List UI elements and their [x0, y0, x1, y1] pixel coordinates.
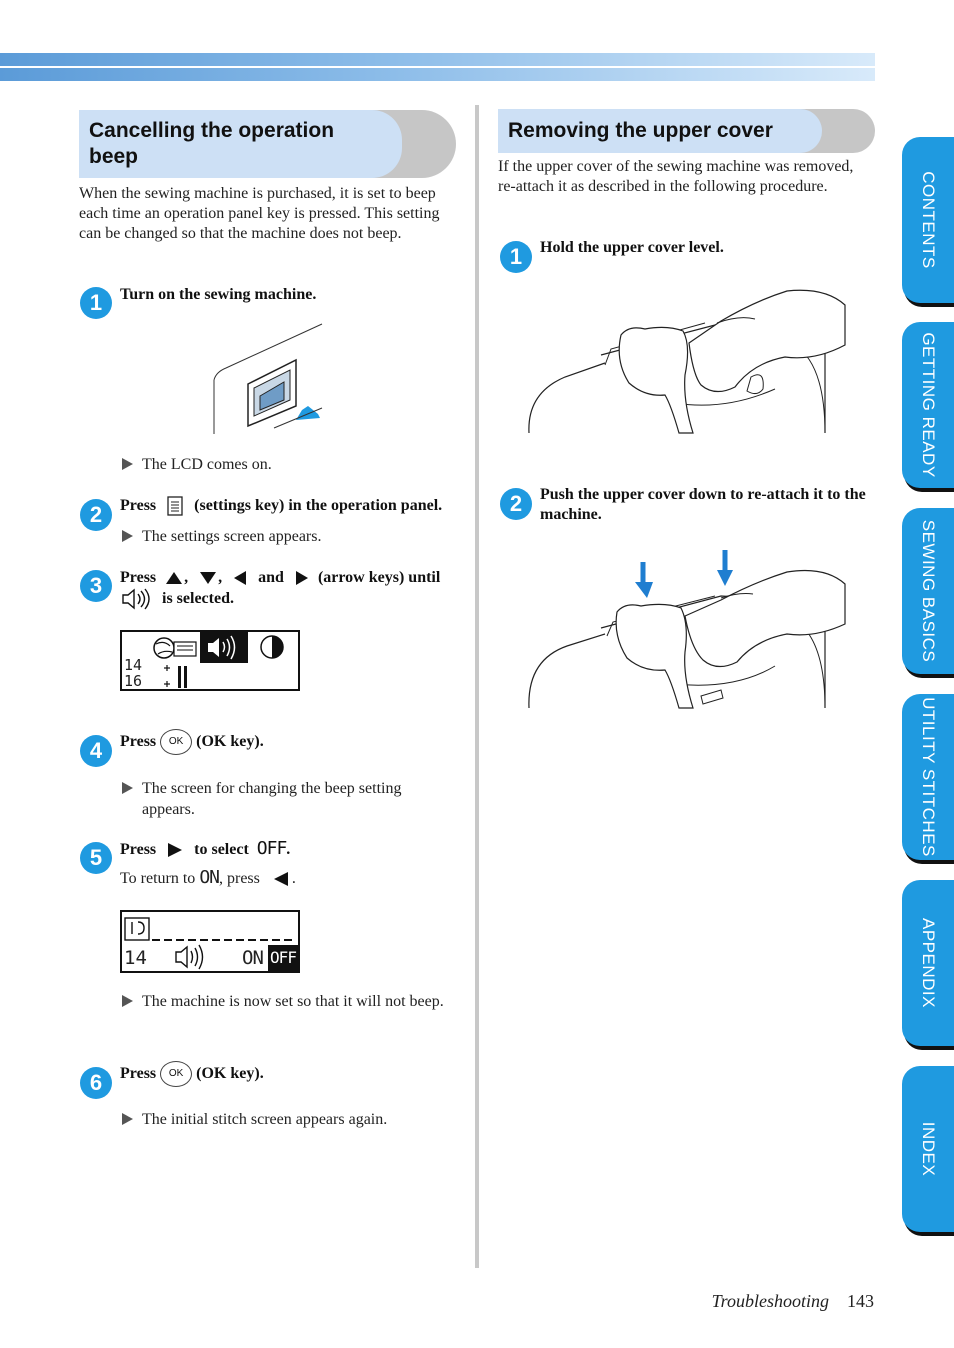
- step-2-result-text: The settings screen appears.: [142, 528, 322, 545]
- step-3-selected: is selected.: [162, 589, 234, 607]
- lcd-value-1: 14: [124, 656, 143, 674]
- step-5-sub-return: To return to: [120, 870, 196, 887]
- left-arrow-key-icon: [232, 570, 248, 586]
- step-6-result: [122, 1109, 452, 1130]
- lcd-off-label: OFF: [270, 948, 296, 967]
- step-5-result: [122, 991, 452, 1012]
- left-arrow-key-icon: [272, 871, 290, 887]
- ok-key-icon: OK: [160, 729, 192, 755]
- step-4-result: [122, 778, 452, 820]
- step-3-text: [120, 568, 465, 610]
- step-1-result: [122, 454, 452, 475]
- step-number-1: 1: [80, 287, 112, 319]
- lcd-value-2: 16: [124, 672, 143, 690]
- right-step-1-text: Hold the upper cover level.: [540, 239, 724, 256]
- tab-utility-stitches[interactable]: [902, 694, 954, 860]
- settings-key-icon: [164, 496, 186, 516]
- step-5-sub-press: , press: [219, 870, 260, 887]
- step-2-result: [122, 526, 452, 547]
- right-arrow-key-icon: [294, 570, 310, 586]
- step-4-result-text: The screen for changing the beep setting appears.: [142, 780, 402, 818]
- result-arrow-icon: [122, 782, 133, 794]
- footer-section-name: Troubleshooting: [711, 1291, 829, 1311]
- step-2-rest: (settings key) in the operation panel.: [194, 497, 443, 514]
- step-1-result-text: The LCD comes on.: [142, 456, 272, 473]
- step-3-comma1: ,: [184, 569, 189, 586]
- step-6-press: Press: [120, 1065, 157, 1082]
- step-3-until: (arrow keys) until: [317, 569, 441, 586]
- push-cover-illustration: [525, 548, 850, 710]
- lcd-settings-screen: [120, 630, 300, 691]
- tab-utility-stitches-label: UTILITY STITCHES: [919, 697, 938, 857]
- step-4-rest: (OK key).: [196, 733, 264, 750]
- right-intro: If the upper cover of the sewing machine was removed, re-attach it as described in the following procedure.: [498, 158, 854, 195]
- section-title: [89, 118, 334, 170]
- section-header-cancel-beep: [79, 110, 456, 178]
- step-6-result-text: The initial stitch screen appears again.: [142, 1111, 388, 1128]
- step-number-4: 4: [80, 735, 112, 767]
- lcd-beep-screen: [120, 910, 300, 973]
- tab-contents-label: CONTENTS: [919, 171, 938, 269]
- step-number-2: 2: [80, 499, 112, 531]
- tab-sewing-basics[interactable]: [902, 508, 954, 674]
- left-intro: When the sewing machine is purchased, it is set to beep each time an operation panel key is pressed. This setting can be changed so that the machine does not beep.: [79, 185, 440, 242]
- step-number-3: 3: [80, 570, 112, 602]
- tab-getting-ready-label: GETTING READY: [919, 332, 938, 478]
- step-5-text: [120, 839, 465, 860]
- page-number: 143: [847, 1291, 874, 1311]
- power-switch-illustration: [212, 320, 327, 438]
- step-5-sub: [120, 868, 465, 889]
- step-5-to-select: to select: [194, 841, 249, 858]
- page-footer: [712, 1291, 874, 1312]
- tab-appendix-label: APPENDIX: [919, 918, 938, 1008]
- tab-index[interactable]: [902, 1066, 954, 1232]
- step-1-text: Turn on the sewing machine.: [120, 286, 317, 303]
- down-arrow-key-icon: [198, 571, 218, 585]
- step-number-6: 6: [80, 1067, 112, 1099]
- top-decorative-band: [0, 53, 875, 81]
- step-4-press: Press: [120, 733, 157, 750]
- result-arrow-icon: [122, 530, 133, 542]
- result-arrow-icon: [122, 1113, 133, 1125]
- section-title-line2: beep: [89, 145, 139, 168]
- step-4-text: [120, 729, 465, 755]
- right-arrow-key-icon: [166, 842, 184, 858]
- lcd-on-label: ON: [242, 947, 263, 969]
- step-3-press: Press: [120, 569, 157, 586]
- step-5-sub-period: .: [291, 870, 296, 887]
- up-arrow-key-icon: [164, 571, 184, 585]
- result-arrow-icon: [122, 995, 133, 1007]
- step-2-press: Press: [120, 497, 157, 514]
- tab-index-label: INDEX: [919, 1121, 938, 1177]
- step-6-text: [120, 1061, 465, 1087]
- step-5-result-text: The machine is now set so that it will not beep.: [142, 993, 444, 1010]
- section-title-line1: Cancelling the operation: [89, 119, 335, 142]
- right-step-2-text: Push the upper cover down to re-attach it to the machine.: [540, 486, 866, 523]
- lcd-settings-graphics: [122, 632, 298, 689]
- column-divider: [475, 105, 479, 1268]
- step-3-and: and: [258, 569, 284, 586]
- step-5-period: .: [286, 841, 291, 858]
- lcd-stitch-number: 14: [124, 947, 147, 969]
- step-number-2: 2: [500, 488, 532, 520]
- step-number-5: 5: [80, 842, 112, 874]
- tab-appendix[interactable]: [902, 880, 954, 1046]
- result-arrow-icon: [122, 458, 133, 470]
- step-5-on-glyph: ON: [199, 867, 219, 888]
- step-5-press: Press: [120, 841, 157, 858]
- step-6-rest: (OK key).: [196, 1065, 264, 1082]
- step-2-text: [120, 496, 465, 516]
- step-number-1: 1: [500, 241, 532, 273]
- tab-getting-ready[interactable]: [902, 322, 954, 488]
- step-5-off-glyph: OFF: [256, 838, 287, 859]
- section-header-upper-cover: [498, 109, 875, 153]
- tab-contents[interactable]: [902, 137, 954, 303]
- step-3-comma2: ,: [218, 569, 223, 586]
- hold-cover-illustration: [525, 285, 850, 437]
- speaker-icon: [120, 588, 154, 610]
- ok-key-icon: OK: [160, 1061, 192, 1087]
- section-title: Removing the upper cover: [508, 119, 773, 142]
- tab-sewing-basics-label: SEWING BASICS: [919, 519, 938, 663]
